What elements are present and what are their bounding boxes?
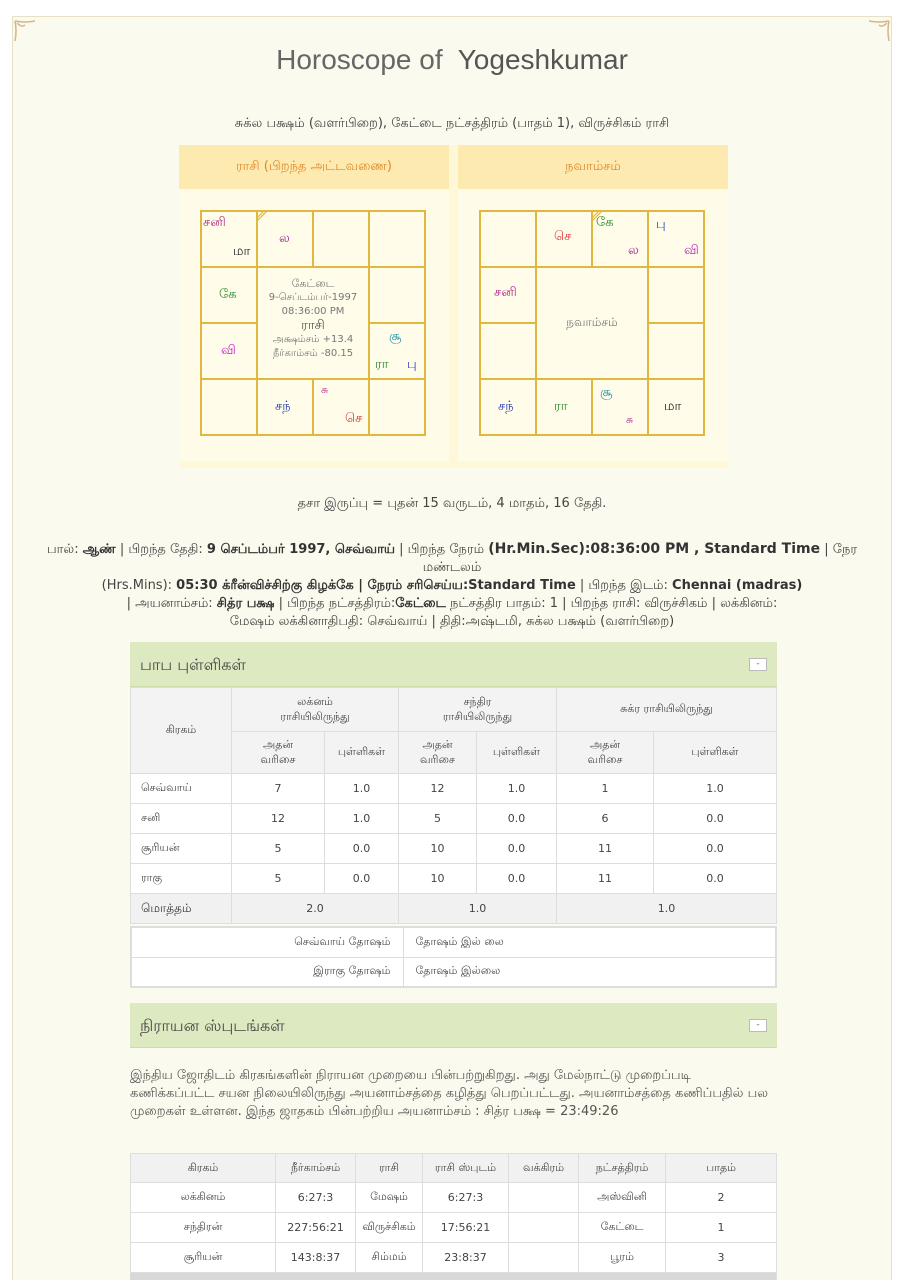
cell: ராகு [131,864,232,894]
cell: சூரியன் [131,834,232,864]
dosha-value: தோஷம் இல் லை [403,927,776,957]
planet-sun: சூ [600,385,613,400]
planet-lagna: ல [628,243,639,258]
cell: 12 [399,774,477,804]
navamsa-center-label: நவாம்சம் [566,315,618,329]
info-value: சித்ர பக்ஷ [216,596,275,611]
sub-header: புள்ளிகள் [654,732,777,774]
sub-header: அதன் வரிசை [557,732,654,774]
person-name: Yogeshkumar [457,44,628,75]
planet-ketu: கே [219,287,237,302]
table-row [131,927,776,957]
cell: 2 [666,1183,777,1213]
nirayana-panel-header[interactable] [130,1003,777,1048]
dasa-balance: தசா இருப்பு = புதன் 15 வருடம், 4 மாதம், 16 தேதி. [297,496,607,511]
birth-date: 9-செப்டம்பர்-1997 [268,292,358,303]
corner-ornament-icon [13,19,37,43]
planet-rahu: ரா [375,357,389,372]
birth-star: கேட்டை [291,277,335,290]
navamsa-chart [479,210,705,436]
cell: 0.0 [477,864,557,894]
sub-header: அதன் வரிசை [232,732,325,774]
navamsa-chart-heading: நவாம்சம் [458,145,728,189]
papa-table [130,687,777,924]
cell: 143:8:37 [276,1243,356,1273]
planet-rahu: ரா [554,399,568,414]
planet-mars: செ [554,229,572,244]
col-header: நீர்காம்சம் [276,1154,356,1183]
cell: பூரம் [579,1243,666,1273]
table-row [131,834,777,864]
page-title [0,44,904,76]
planet-mandi: மா [664,399,682,414]
col-header: நட்சத்திரம் [579,1154,666,1183]
planet-mandi: மா [233,244,251,259]
cell: 10 [399,834,477,864]
cell: 0.0 [477,834,557,864]
total-value: 2.0 [232,894,399,924]
planet-saturn: சனி [203,215,226,230]
cell: 5 [232,864,325,894]
planet-jupiter: வி [221,343,236,358]
planet-lagna: ல [279,231,290,246]
planet-mercury: பு [656,217,666,232]
collapse-button[interactable]: - [749,658,767,671]
info-value: ஆண் [82,542,116,557]
cell: 0.0 [325,834,399,864]
table-row [131,1243,777,1273]
birth-details [40,540,864,631]
total-row [131,894,777,924]
latitude: அக்ஷம்சம் +13.4 [272,334,354,345]
cell: 5 [399,804,477,834]
planet-sun: சூ [389,329,402,344]
cell: 0.0 [654,864,777,894]
info-value: (Hr.Min.Sec):08:36:00 PM , Standard Time [488,541,821,557]
planet-saturn: சனி [494,285,517,300]
planet-venus: சு [626,413,634,426]
cell: 1.0 [325,774,399,804]
planet-jupiter: வி [684,243,699,258]
cell: 11 [557,834,654,864]
info-text: நட்சத்திர பாதம்: 1 | பிறந்த ராசி: விருச்சிகம் | லக்கினம்: [445,596,778,611]
cell: செவ்வாய் [131,774,232,804]
planet-mercury: பு [407,357,417,372]
col-header: ராசி ஸ்புடம் [423,1154,509,1183]
collapse-button[interactable]: - [749,1019,767,1032]
nirayana-panel-title: நிராயன ஸ்புடங்கள் [140,1016,285,1035]
rasi-chart [200,210,426,436]
planet-venus: சு [321,383,329,396]
col-header: கிரகம் [131,1154,276,1183]
cell: சனி [131,804,232,834]
cell: 6:27:3 [276,1183,356,1213]
cell: 6 [557,804,654,834]
sub-header: புள்ளிகள் [477,732,557,774]
info-text: பால்: [46,542,83,557]
total-value: 1.0 [399,894,557,924]
col-header: பாதம் [666,1154,777,1183]
cell: சூரியன் [131,1243,276,1273]
cell [509,1243,579,1273]
table-row [131,957,776,987]
dosha-name: இராகு தோஷம் [131,957,403,987]
cell: விருச்சிகம் [356,1213,423,1243]
cell: 3 [666,1243,777,1273]
group-header: சுக்ர ராசியிலிருந்து [557,688,777,732]
table-row [131,804,777,834]
planet-moon: சந் [275,399,291,414]
header-row [131,1154,777,1183]
cell: 0.0 [654,804,777,834]
cell: லக்கினம் [131,1183,276,1213]
cell: மேஷம் [356,1183,423,1213]
planet-ketu: கே [596,215,614,230]
table-row [131,864,777,894]
table-row [131,774,777,804]
info-value: Chennai (madras) [672,578,803,593]
cell: 1 [666,1213,777,1243]
rasi-label: ராசி [301,318,325,333]
cell: 7 [232,774,325,804]
rasi-center [257,277,369,361]
cell: 0.0 [477,804,557,834]
cell: 5 [232,834,325,864]
cell: 0.0 [654,834,777,864]
cell [509,1183,579,1213]
cell: 6:27:3 [423,1183,509,1213]
cell: கேட்டை [579,1213,666,1243]
sub-header: புள்ளிகள் [325,732,399,774]
papa-panel-header[interactable] [130,642,777,687]
nirayana-table [130,1153,777,1280]
dosha-table [130,926,777,988]
longitude: நீர்காம்சம் -80.15 [272,348,354,359]
cell: 17:56:21 [423,1213,509,1243]
cell: சந்திரன் [131,1213,276,1243]
title-prefix: Horoscope of [276,44,443,75]
info-value: கேட்டை [395,596,446,611]
nirayana-description: இந்திய ஜோதிடம் கிரகங்களின் நிராயன முறையை பின்பற்றுகிறது. அது மேல்நாட்டு முறைப்படி கணிக்கப்பட்ட சயன நிலையிலிருந்து அயனாம்சத்தை கழித்து பெறப்பட்டது. அயனாம்சத்தை கணிப்பதில் பல முறைகள் உள்ளன. இந்த ஜாதகம் பின்பற்றிய அயனாம்சம் : சித்ர பக்ஷ = 23:49:26 [130,1068,769,1119]
table-row-partial [131,1273,777,1280]
info-value: 05:30 க்ரீன்விச்சிற்கு கிழக்கே | நேரம் சரிசெய்ய:Standard Time [176,578,576,593]
col-header: வக்கிரம் [509,1154,579,1183]
sub-header: அதன் வரிசை [399,732,477,774]
corner-ornament-icon [867,19,891,43]
planet-mars: செ [345,411,363,426]
group-header: லக்னம் ராசியிலிருந்து [232,688,399,732]
lagna-marker-icon [257,211,267,221]
info-value: 9 செப்டம்பர் 1997, செவ்வாய் [206,542,396,557]
cell: 23:8:37 [423,1243,509,1273]
total-label: மொத்தம் [131,894,232,924]
info-text: | பிறந்த இடம்: [575,578,673,593]
cell: 10 [399,864,477,894]
cell: 0.0 [325,864,399,894]
charts-container [179,145,728,468]
col-planet-header: கிரகம் [131,688,232,774]
group-header: சந்திர ராசியிலிருந்து [399,688,557,732]
info-text: | அயனாம்சம்: [126,596,217,611]
dosha-name: செவ்வாய் தோஷம் [131,927,403,957]
cell: 11 [557,864,654,894]
cell: 12 [232,804,325,834]
total-value: 1.0 [557,894,777,924]
info-text: (Hrs.Mins): [101,578,177,593]
dosha-value: தோஷம் இல்லை [403,957,776,987]
cell [509,1213,579,1243]
birth-summary: சுக்ல பக்ஷம் (வளர்பிறை), கேட்டை நட்சத்திரம் (பாதம் 1), விருச்சிகம் ராசி [234,116,670,131]
cell: 1.0 [654,774,777,804]
info-text: | பிறந்த நேரம் [395,542,489,557]
table-row [131,1183,777,1213]
cell: அஸ்வினி [579,1183,666,1213]
table-row [131,1213,777,1243]
info-text: | பிறந்த நட்சத்திரம்: [274,596,396,611]
cell: 1.0 [477,774,557,804]
info-text: மேஷம் லக்கினாதிபதி: செவ்வாய் | திதி:அஷ்டமி, சுக்ல பக்ஷம் (வளர்பிறை) [229,614,675,629]
cell: 227:56:21 [276,1213,356,1243]
col-header: ராசி [356,1154,423,1183]
rasi-chart-heading: ராசி (பிறந்த அட்டவணை) [179,145,449,189]
cell: 1.0 [325,804,399,834]
cell: சிம்மம் [356,1243,423,1273]
planet-moon: சந் [498,399,514,414]
papa-panel-title: பாப புள்ளிகள் [140,655,246,674]
info-text: | பிறந்த தேதி: [115,542,207,557]
cell: 1 [557,774,654,804]
info-text: | நேர மண்டலம் [422,542,858,575]
birth-time: 08:36:00 PM [281,306,345,317]
